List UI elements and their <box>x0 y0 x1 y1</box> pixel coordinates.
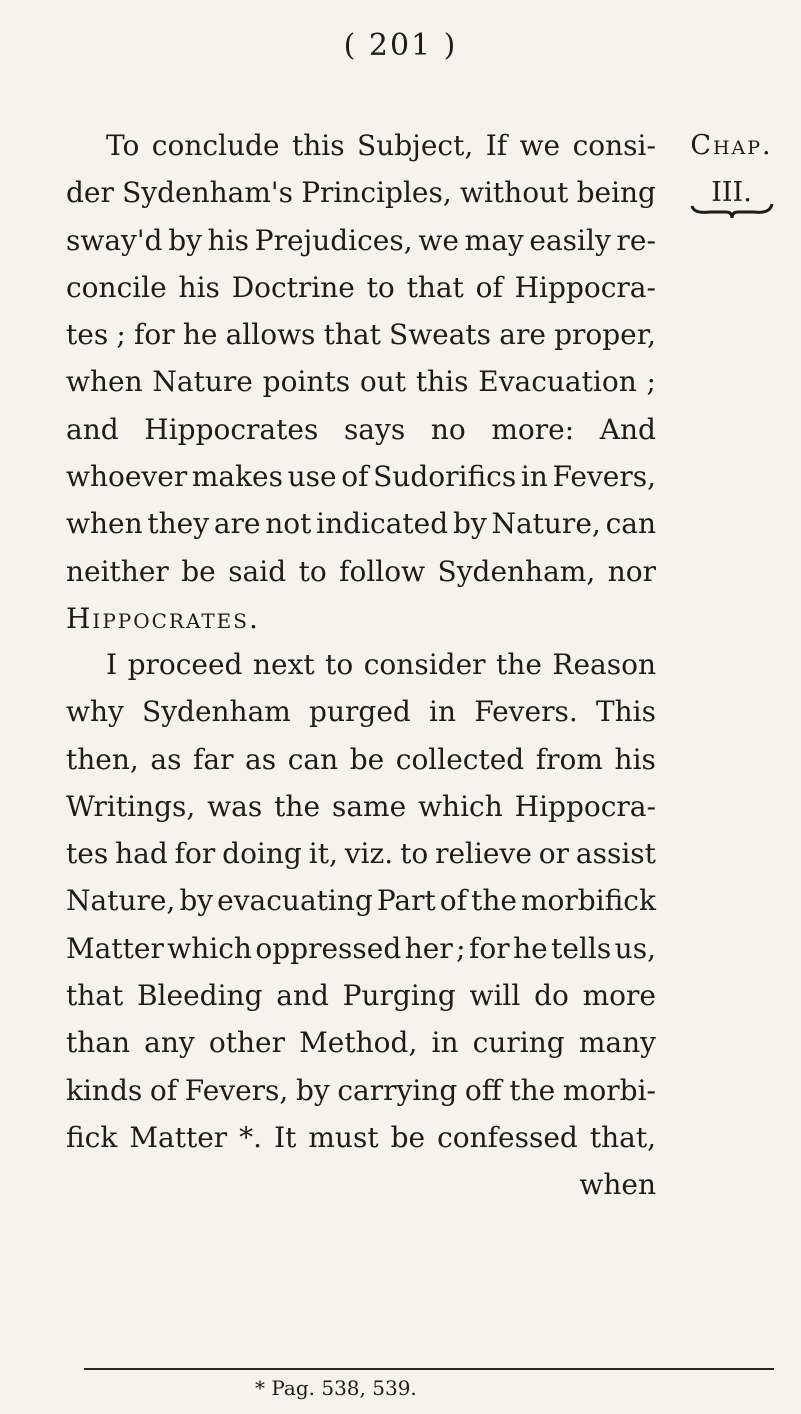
word: we <box>418 223 459 257</box>
word: that <box>323 318 381 352</box>
word: Bleeding <box>136 979 263 1013</box>
word: allows <box>225 318 316 352</box>
text-line <box>66 688 656 735</box>
word: more <box>582 979 656 1013</box>
word: other <box>208 1026 285 1060</box>
text-line <box>66 736 656 783</box>
word: whoever <box>66 460 188 494</box>
word: Nature, <box>491 507 601 541</box>
text-line <box>66 877 656 924</box>
word: to <box>366 270 395 304</box>
word: far <box>193 742 234 776</box>
word: that, <box>589 1120 656 1154</box>
word: his <box>207 223 250 257</box>
word: was <box>207 789 263 823</box>
word: many <box>578 1026 656 1060</box>
word: Matter <box>66 931 164 965</box>
word: morbi- <box>562 1073 656 1107</box>
word: oppressed <box>255 931 402 965</box>
word: fick <box>66 1120 118 1154</box>
word: Subject, <box>357 129 474 162</box>
word: follow <box>339 554 426 588</box>
word: that <box>406 270 464 304</box>
word: be <box>390 1120 426 1154</box>
word: Hippocrates <box>144 412 319 446</box>
word: in <box>431 1026 459 1060</box>
word: to <box>400 837 429 871</box>
word: when <box>66 507 143 541</box>
word: Matter <box>129 1120 228 1154</box>
word: And <box>599 412 656 446</box>
text-line <box>66 972 656 1019</box>
text-line <box>66 122 656 169</box>
word: the <box>496 648 542 681</box>
word: by <box>452 507 487 541</box>
word: Nature, <box>66 884 176 918</box>
word: to <box>325 648 354 681</box>
word: indicated <box>316 507 449 541</box>
word: neither <box>66 554 169 588</box>
word: relieve <box>435 837 532 871</box>
text-line <box>66 641 656 688</box>
word: we <box>519 129 561 162</box>
word: Evacuation <box>478 365 637 399</box>
word: Reason <box>552 648 656 681</box>
word: says <box>343 412 406 446</box>
word: as <box>150 742 182 776</box>
word: are <box>499 318 546 352</box>
word: no <box>430 412 466 446</box>
text-line: Hippocrates. <box>66 601 260 635</box>
word: can <box>605 507 656 541</box>
word: they <box>147 507 210 541</box>
paragraph-sudorifics <box>66 122 656 642</box>
word: conclude <box>151 129 280 162</box>
word: for <box>174 837 216 871</box>
word: the <box>509 1073 556 1107</box>
word: viz. <box>344 837 394 871</box>
word: of <box>341 460 369 494</box>
word: use <box>287 460 337 494</box>
word: by <box>168 223 202 257</box>
word: why <box>66 695 124 729</box>
text-line <box>66 500 656 547</box>
word: Sudorifics <box>373 460 517 494</box>
word: Hippocra- <box>514 270 656 304</box>
word: this <box>415 365 469 399</box>
word: as <box>245 742 277 776</box>
word: her <box>404 931 453 965</box>
word: morbifick <box>520 884 656 918</box>
text-line <box>66 311 656 358</box>
word: the <box>274 789 321 823</box>
word: I <box>106 648 118 681</box>
footnote-rule <box>84 1368 774 1370</box>
word: this <box>291 129 345 162</box>
word: purged <box>309 695 411 729</box>
word: makes <box>191 460 283 494</box>
word: ; <box>456 931 466 965</box>
word: Sydenham <box>142 695 291 729</box>
word: he <box>513 931 548 965</box>
word: the <box>471 884 517 918</box>
footnote: * Pag. 538, 539. <box>255 1376 417 1400</box>
word: Purging <box>342 979 456 1013</box>
word: ; <box>116 318 126 352</box>
word: any <box>144 1026 195 1060</box>
word: than <box>66 1026 131 1060</box>
word: Principles, <box>301 176 452 210</box>
word: Method, <box>299 1026 418 1060</box>
text-line <box>66 264 656 311</box>
word: evacuating <box>217 884 373 918</box>
word: Nature <box>152 365 253 399</box>
word: points <box>262 365 351 399</box>
word: curing <box>472 1026 565 1060</box>
text-line <box>66 358 656 405</box>
word: Fevers, <box>552 460 656 494</box>
word: nor <box>607 554 656 588</box>
word: easily <box>529 223 611 257</box>
word: which <box>167 931 252 965</box>
text-line <box>66 1067 656 1114</box>
word: by <box>179 884 214 918</box>
word: without <box>460 176 569 210</box>
word: when <box>66 365 143 399</box>
word: confessed <box>437 1120 578 1154</box>
word: be <box>349 742 385 776</box>
word: Sydenham's <box>122 176 293 210</box>
word: had <box>115 837 168 871</box>
word: are <box>213 507 261 541</box>
word: It <box>274 1120 297 1154</box>
catchword: when <box>579 1168 656 1202</box>
word: then, <box>66 742 139 776</box>
word: not <box>265 507 312 541</box>
word: consider <box>363 648 486 681</box>
word: that <box>66 979 124 1013</box>
word: from <box>535 742 603 776</box>
word: ; <box>646 365 656 399</box>
word: or <box>538 837 570 871</box>
page-number: ( 201 ) <box>343 28 458 63</box>
word: tes <box>66 837 109 871</box>
word: he <box>182 318 218 352</box>
word: Sweats <box>389 318 492 352</box>
word: Prejudices, <box>254 223 413 257</box>
text-line <box>66 830 656 877</box>
word: can <box>287 742 339 776</box>
word: This <box>595 695 656 729</box>
word: Writings, <box>66 789 196 823</box>
word: consi- <box>572 129 656 162</box>
margin-chapter-number: III. <box>711 177 752 208</box>
word: Hippocra- <box>514 789 656 823</box>
word: his <box>178 270 220 304</box>
word: concile <box>66 270 167 304</box>
word: proceed <box>127 648 243 681</box>
word: kinds <box>66 1073 143 1107</box>
text-line <box>66 925 656 972</box>
word: sway'd <box>66 223 163 257</box>
word: der <box>66 176 114 210</box>
word: tes <box>66 318 109 352</box>
word: in <box>429 695 457 729</box>
word: of <box>475 270 503 304</box>
word: If <box>485 129 508 162</box>
margin-note <box>664 122 799 220</box>
word: his <box>614 742 656 776</box>
text-line <box>66 1019 656 1066</box>
word: Doctrine <box>231 270 355 304</box>
word: and <box>66 412 119 446</box>
word: next <box>252 648 315 681</box>
word: in <box>520 460 548 494</box>
word: being <box>576 176 656 210</box>
word: collected <box>395 742 525 776</box>
word: may <box>464 223 524 257</box>
word: off <box>464 1073 502 1107</box>
text-line <box>66 169 656 216</box>
word: same <box>331 789 407 823</box>
word: do <box>534 979 569 1013</box>
word: said <box>228 554 287 588</box>
word: assist <box>575 837 656 871</box>
word: tells <box>551 931 612 965</box>
word: re- <box>616 223 656 257</box>
text-line <box>66 217 656 264</box>
word: of <box>439 884 468 918</box>
word: Fevers, <box>184 1073 289 1107</box>
word: To <box>106 129 140 162</box>
text-line <box>66 406 656 453</box>
word: for <box>469 931 510 965</box>
text-line <box>66 548 656 595</box>
text-line <box>66 1114 656 1161</box>
word: for <box>134 318 175 352</box>
word: Sydenham, <box>437 554 596 588</box>
word: doing <box>222 837 302 871</box>
word: *. <box>239 1120 263 1154</box>
word: carrying <box>337 1073 458 1107</box>
word: and <box>276 979 329 1013</box>
word: to <box>298 554 327 588</box>
paragraph-purging <box>66 641 656 1209</box>
word: proper, <box>554 318 656 352</box>
word: it, <box>308 837 338 871</box>
word: Part <box>376 884 436 918</box>
word: must <box>308 1120 379 1154</box>
word: of <box>149 1073 178 1107</box>
word: by <box>295 1073 330 1107</box>
text-line <box>66 453 656 500</box>
margin-chapter-label: Chap. <box>690 130 773 161</box>
word: which <box>418 789 503 823</box>
word: us, <box>614 931 656 965</box>
word: more: <box>491 412 575 446</box>
word: Fevers. <box>474 695 578 729</box>
text-line <box>66 783 656 830</box>
word: will <box>469 979 521 1013</box>
word: out <box>359 365 407 399</box>
word: be <box>181 554 216 588</box>
